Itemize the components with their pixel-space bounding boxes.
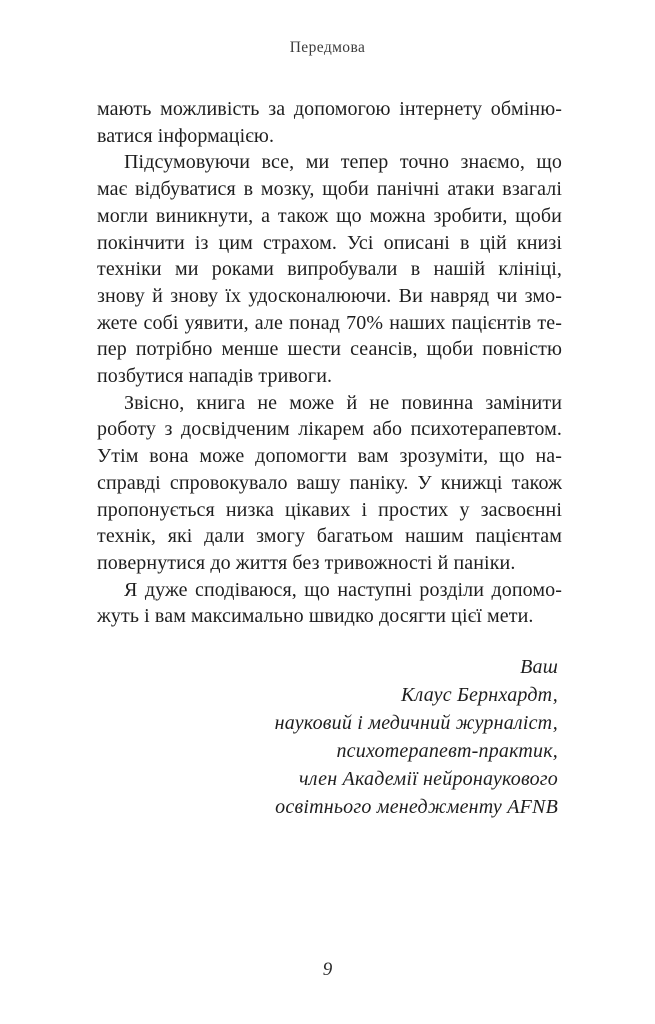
body-line: ватися інформацією. xyxy=(97,124,275,147)
body-line: жете собі уявити, але понад 70% наших пацієнтів те- xyxy=(97,311,562,334)
body-line: позбутися нападів тривоги. xyxy=(97,365,333,388)
signature-line: Ваш xyxy=(520,656,558,678)
body-text xyxy=(97,96,562,630)
signature-line: Клаус Бернхардт, xyxy=(401,684,558,706)
paragraph xyxy=(97,149,562,389)
signature-line: психотерапевт-практик, xyxy=(336,740,558,762)
body-line: має відбуватися в мозку, щоби панічні атаки взагалі xyxy=(97,178,562,201)
body-line: техніки ми роками випробували в нашій клініці, xyxy=(97,258,562,281)
body-line: повернутися до життя без тривожності й паніки. xyxy=(97,551,516,574)
running-head: Передмова xyxy=(289,39,366,56)
signature-block xyxy=(275,653,558,821)
body-line: пропонується низка цікавих і простих у засвоєнні xyxy=(97,498,562,521)
body-line: покінчити із цим страхом. Усі описані в цій книзі xyxy=(97,231,562,254)
body-line: роботу з досвідченим лікарем або психотерапевтом. xyxy=(97,418,562,441)
signature-line: член Академії нейронаукового xyxy=(299,768,558,790)
page-number: 9 xyxy=(322,959,333,980)
body-line: Я дуже сподіваюся, що наступні розділи допомо- xyxy=(124,578,562,601)
signature-line: освітнього менеджменту AFNB xyxy=(275,796,558,818)
body-line: жуть і вам максимально швидко досягти цієї мети. xyxy=(97,605,534,628)
body-line: справді спровокувало вашу паніку. У книжці також xyxy=(97,471,562,494)
paragraph xyxy=(97,96,562,149)
body-line: мають можливість за допомогою інтернету обміню- xyxy=(97,98,562,120)
body-line: Утім вона може допомогти вам зрозуміти, що на- xyxy=(97,445,562,468)
body-line: Звісно, книга не може й не повинна замінити xyxy=(124,391,562,414)
body-line: знову й знову їх удосконалюючи. Ви навряд чи змо- xyxy=(97,284,562,307)
signature-line: науковий і медичний журналіст, xyxy=(274,712,558,734)
body-line: технік, які дали змогу багатьом нашим пацієнтам xyxy=(97,525,562,548)
body-line: Підсумовуючи все, ми тепер точно знаємо, що xyxy=(124,151,562,174)
body-line: могли виникнути, а також що можна зробити, щоби xyxy=(97,204,562,227)
paragraph xyxy=(97,577,562,630)
paragraph xyxy=(97,390,562,577)
body-line: пер потрібно менше шести сеансів, щоби повністю xyxy=(97,338,562,361)
